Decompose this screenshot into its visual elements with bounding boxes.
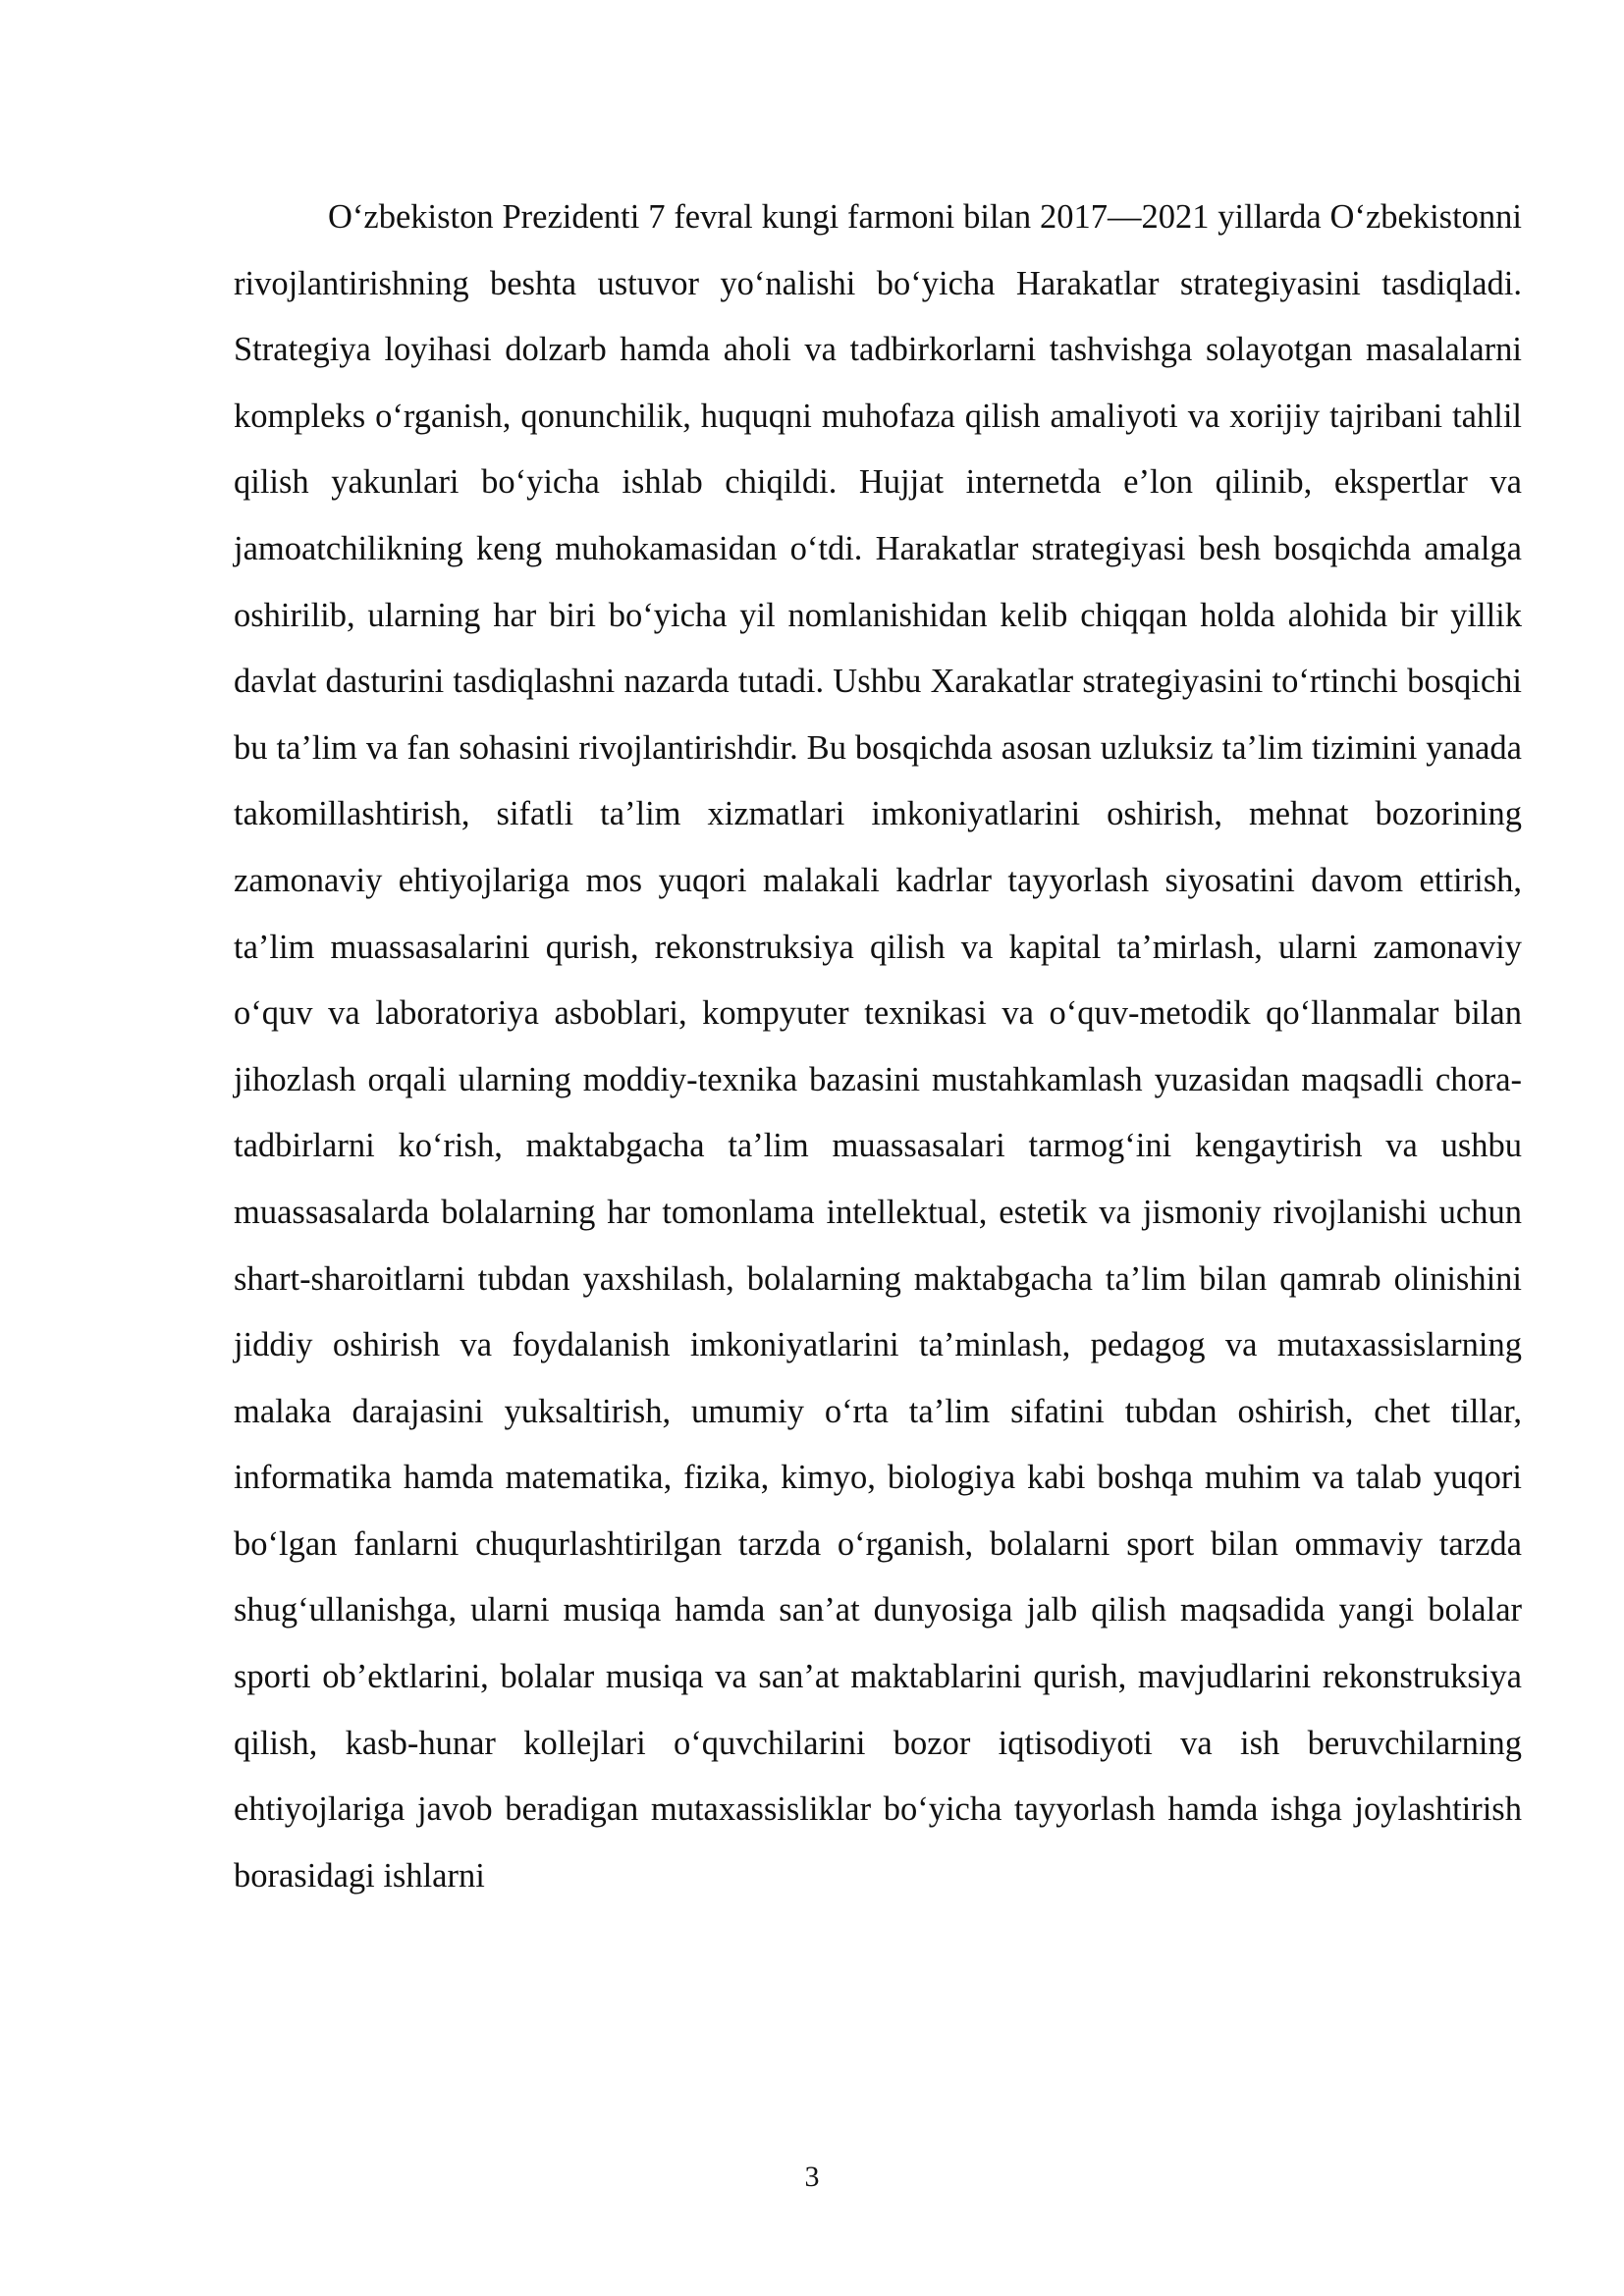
- page-number: 3: [804, 2161, 820, 2193]
- body-paragraph: O‘zbekiston Prezidenti 7 fevral kungi farmoni bilan 2017—2021 yillarda O‘zbekistonni rivojlantirishning beshta ustuvor yo‘nalishi bo‘yicha Harakatlar strategiyasini tasdiqladi. Strategiya loyihasi dolzarb hamda aholi va tadbirkorlarni tashvishga solayotgan masalalarni kompleks o‘rganish, qonunchilik, huquqni muhofaza qilish amaliyoti va xorijiy tajribani tahlil qilish yakunlari bo‘yicha ishlab chiqildi. Hujjat internetda e’lon qilinib, ekspertlar va jamoatchilikning keng muhokamasidan o‘tdi. Harakatlar strategiyasi besh bosqichda amalga oshirilib, ularning har biri bo‘yicha yil nomlanishidan kelib chiqqan holda alohida bir yillik davlat dasturini tasdiqlashni nazarda tutadi. Ushbu Xarakatlar strategiyasini to‘rtinchi bosqichi bu ta’lim va fan sohasini rivojlantirishdir. Bu bosqichda asosan uzluksiz ta’lim tizimini yanada takomillashtirish, sifatli ta’lim xizmatlari imkoniyatlarini oshirish, mehnat bozorining zamonaviy ehtiyojlariga mos yuqori malakali kadrlar tayyorlash siyosatini davom ettirish, ta’lim muassasalarini qurish, rekonstruksiya qilish va kapital ta’mirlash, ularni zamonaviy o‘quv va laboratoriya asboblari, kompyuter texnikasi va o‘quv-metodik qo‘llanmalar bilan jihozlash orqali ularning moddiy-texnika bazasini mustahkamlash yuzasidan maqsadli chora-tadbirlarni ko‘rish, maktabgacha ta’lim muassasalari tarmog‘ini kengaytirish va ushbu muassasalarda bolalarning har tomonlama intellektual, estetik va jismoniy rivojlanishi uchun shart-sharoitlarni tubdan yaxshilash, bolalarning maktabgacha ta’lim bilan qamrab olinishini jiddiy oshirish va foydalanish imkoniyatlarini ta’minlash, pedagog va mutaxassislarning malaka darajasini yuksaltirish, umumiy o‘rta ta’lim sifatini tubdan oshirish, chet tillar, informatika hamda matematika, fizika, kimyo, biologiya kabi boshqa muhim va talab yuqori bo‘lgan fanlarni chuqurlashtirilgan tarzda o‘rganish, bolalarni sport bilan ommaviy tarzda shug‘ullanishga, ularni musiqa hamda san’at dunyosiga jalb qilish maqsadida yangi bolalar sporti ob’ektlarini, bolalar musiqa va san’at maktablarini qurish, mavjudlarini rekonstruksiya qilish, kasb-hunar kollejlari o‘quvchilarini bozor iqtisodiyoti va ish beruvchilarning ehtiyojlariga javob beradigan mutaxassisliklar bo‘yicha tayyorlash hamda ishga joylashtirish borasidagi ishlarni: [234, 198, 1522, 1895]
